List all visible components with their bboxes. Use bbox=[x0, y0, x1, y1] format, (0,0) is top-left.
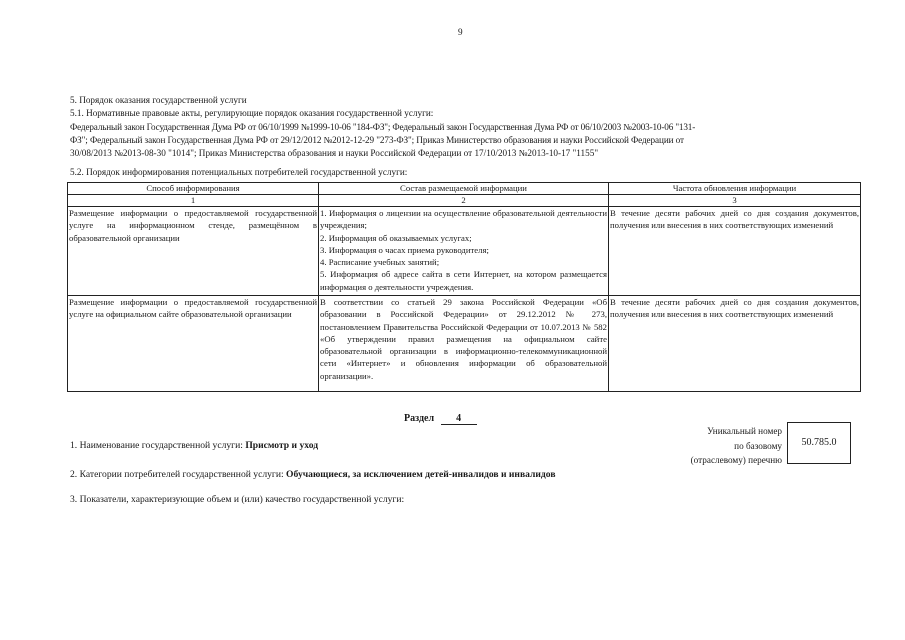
section-5-2-heading: 5.2. Порядок информирования потенциальных потребителей государственной услуги: bbox=[70, 167, 408, 177]
service-name-line bbox=[70, 440, 318, 451]
content-list: 1. Информация о лицензии на осуществление образовательной деятельности учреждения; 2. Информация об оказываемых услугах; 3. Информация о часах приема руководителя; 4. Расписание учебных занятий; 5. Информация об адресе сайта в сети Интернет, на котором размещается информация о деятельности учреждения. bbox=[320, 208, 607, 292]
unique-number-value: 50.785.0 bbox=[787, 422, 851, 464]
section-header bbox=[404, 413, 477, 425]
column-number: 3 bbox=[609, 195, 861, 207]
table-cell-frequency: В течение десяти рабочих дней со дня создания документов, получения или внесения в них соответствующих изменений bbox=[609, 207, 861, 296]
table-row bbox=[68, 296, 861, 392]
service-name-label: 1. Наименование государственной услуги: bbox=[70, 440, 246, 451]
table-cell-content: В соответствии со статьей 29 закона Российской Федерации «Об образовании в Российской Федерации» от 29.12.2012 № 273, постановлением Правительства Российской Федерации от 10.07.2013 № 582 «Об утверждении правил размещения на официальном сайте образовательной организации в информационно-телекоммуникационной сети «Интернет» и обновления информации об образовательной организации». bbox=[319, 296, 609, 392]
table-header-method: Способ информирования bbox=[68, 183, 319, 195]
section-5-1-heading: 5.1. Нормативные правовые акты, регулирующие порядок оказания государственной услуги: bbox=[70, 108, 434, 118]
table-header-content: Состав размещаемой информации bbox=[319, 183, 609, 195]
consumer-category-label: 2. Категории потребителей государственной услуги: bbox=[70, 469, 287, 480]
section-number: 4 bbox=[441, 413, 477, 425]
table-header-frequency: Частота обновления информации bbox=[609, 183, 861, 195]
unique-number-label-line: по базовому bbox=[734, 440, 782, 451]
table-cell-frequency: В течение десяти рабочих дней со дня создания документов, получения или внесения в них соответствующих изменений bbox=[609, 296, 861, 392]
service-name-value: Присмотр и уход bbox=[245, 440, 319, 451]
section-5-heading: 5. Порядок оказания государственной услуги bbox=[70, 95, 247, 105]
table-cell-content bbox=[319, 207, 609, 296]
acts-line-1: Федеральный закон Государственная Дума РФ от 06/10/1999 №1999-10-06 "184-ФЗ"; Федеральный закон Государственная Дума РФ от 06/10/2003 №2003-10-06 "131- bbox=[70, 122, 696, 132]
column-number: 1 bbox=[68, 195, 319, 207]
table-header-row bbox=[68, 183, 861, 195]
table-cell-method: Размещение информации о предоставляемой государственной услуге на официальном сайте образовательной организации bbox=[68, 296, 319, 392]
section-label: Раздел bbox=[404, 413, 435, 424]
table-cell-method: Размещение информации о предоставляемой государственной услуге на информационном стенде, размещённом в образовательной организации bbox=[68, 207, 319, 296]
unique-number-label-line: Уникальный номер bbox=[707, 426, 782, 436]
indicators-heading: 3. Показатели, характеризующие объем и (или) качество государственной услуги: bbox=[70, 494, 405, 505]
acts-line-3: 30/08/2013 №2013-08-30 "1014"; Приказ Министерства образования и науки Российской Федерации от 17/10/2013 №2013-10-17 "1155" bbox=[70, 148, 599, 158]
information-table bbox=[67, 182, 861, 392]
unique-number-label bbox=[640, 424, 782, 468]
page-number: 9 bbox=[458, 27, 463, 37]
consumer-category-value: Обучающиеся, за исключением детей-инвалидов и инвалидов bbox=[286, 469, 556, 480]
column-number: 2 bbox=[319, 195, 609, 207]
table-number-row bbox=[68, 195, 861, 207]
acts-line-2: ФЗ"; Федеральный закон Государственная Дума РФ от 29/12/2012 №2012-12-29 "273-ФЗ"; Приказ Министерство образования и науки Российской Федерации от bbox=[70, 135, 684, 145]
table-row bbox=[68, 207, 861, 296]
unique-number-label-line: (отраслевому) перечню bbox=[690, 455, 782, 465]
consumer-category-line bbox=[70, 469, 556, 480]
